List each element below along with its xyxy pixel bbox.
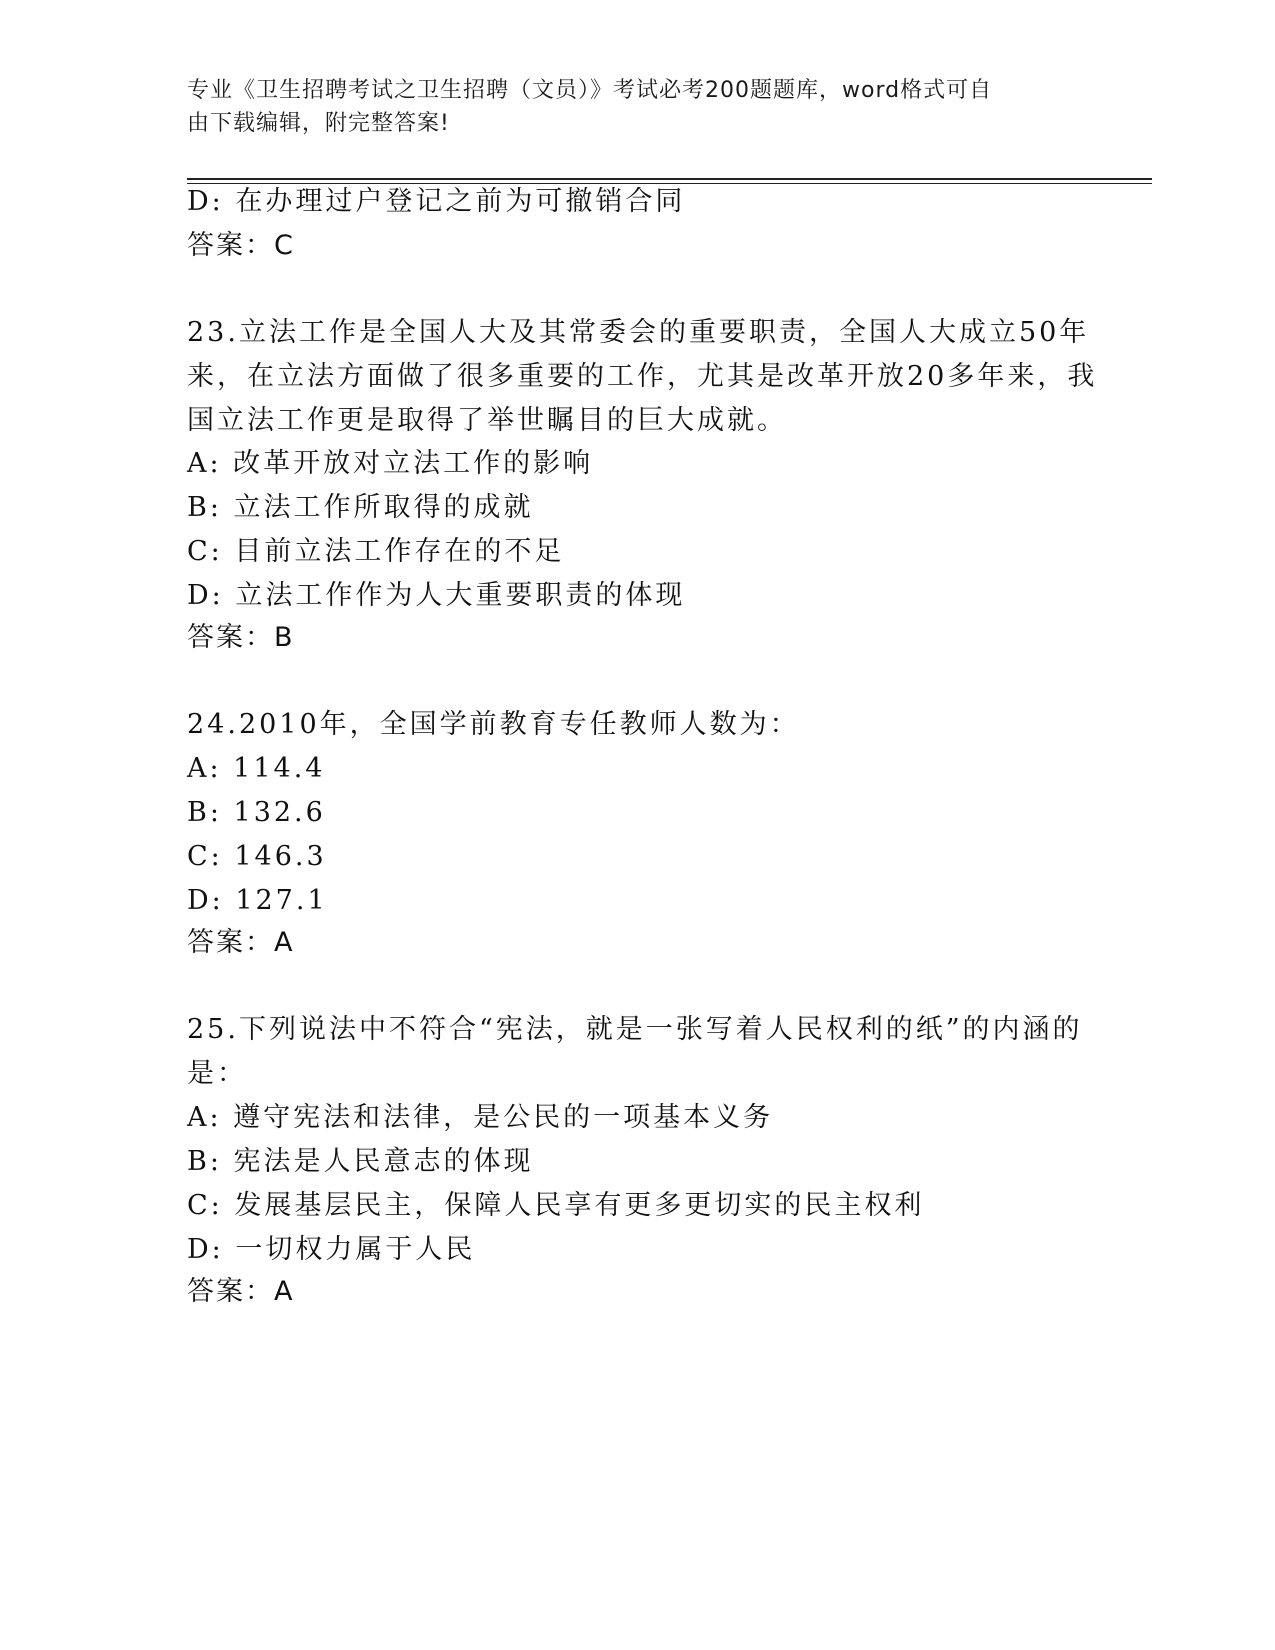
q23-option-c: C: 目前立法工作存在的不足 — [187, 536, 565, 567]
header-line-2: 由下载编辑，附完整答案! — [187, 111, 450, 136]
q24-option-b: B: 132.6 — [187, 797, 326, 828]
prev-answer: 答案：C — [187, 230, 295, 261]
header-divider-thin — [187, 183, 1152, 184]
q24-answer: 答案：A — [187, 927, 295, 958]
q23-option-a: A: 改革开放对立法工作的影响 — [187, 448, 594, 479]
q23-answer: 答案：B — [187, 622, 295, 653]
q25-option-c: C: 发展基层民主，保障人民享有更多更切实的民主权利 — [187, 1190, 925, 1221]
header-divider-thick — [187, 178, 1152, 180]
q24-option-a: A: 114.4 — [187, 753, 326, 784]
q25-stem-line-1: 25.下列说法中不符合“宪法，就是一张写着人民权利的纸”的内涵的 — [187, 1014, 1083, 1045]
q23-stem-line-2: 来，在立法方面做了很多重要的工作，尤其是改革开放20多年来，我 — [187, 361, 1098, 392]
q25-option-a: A: 遵守宪法和法律，是公民的一项基本义务 — [187, 1102, 774, 1133]
document-header — [187, 74, 1067, 140]
header-line-1: 专业《卫生招聘考试之卫生招聘（文员）》考试必考200题题库，word格式可自 — [187, 78, 993, 103]
q23-option-b: B: 立法工作所取得的成就 — [187, 492, 534, 523]
q24-option-c: C: 146.3 — [187, 841, 327, 872]
q25-answer: 答案：A — [187, 1276, 295, 1307]
q23-option-d: D: 立法工作作为人大重要职责的体现 — [187, 580, 686, 611]
q23-stem-line-3: 国立法工作更是取得了举世瞩目的巨大成就。 — [187, 405, 787, 436]
q23-stem-line-1: 23.立法工作是全国人大及其常委会的重要职责，全国人大成立50年 — [187, 317, 1090, 348]
q24-option-d: D: 127.1 — [187, 885, 328, 916]
q25-option-b: B: 宪法是人民意志的体现 — [187, 1146, 534, 1177]
q24-stem-line-1: 24.2010年，全国学前教育专任教师人数为： — [187, 709, 800, 740]
q25-option-d: D: 一切权力属于人民 — [187, 1234, 476, 1265]
prev-option-d: D: 在办理过户登记之前为可撤销合同 — [187, 186, 686, 217]
q25-stem-line-2: 是： — [187, 1058, 247, 1089]
